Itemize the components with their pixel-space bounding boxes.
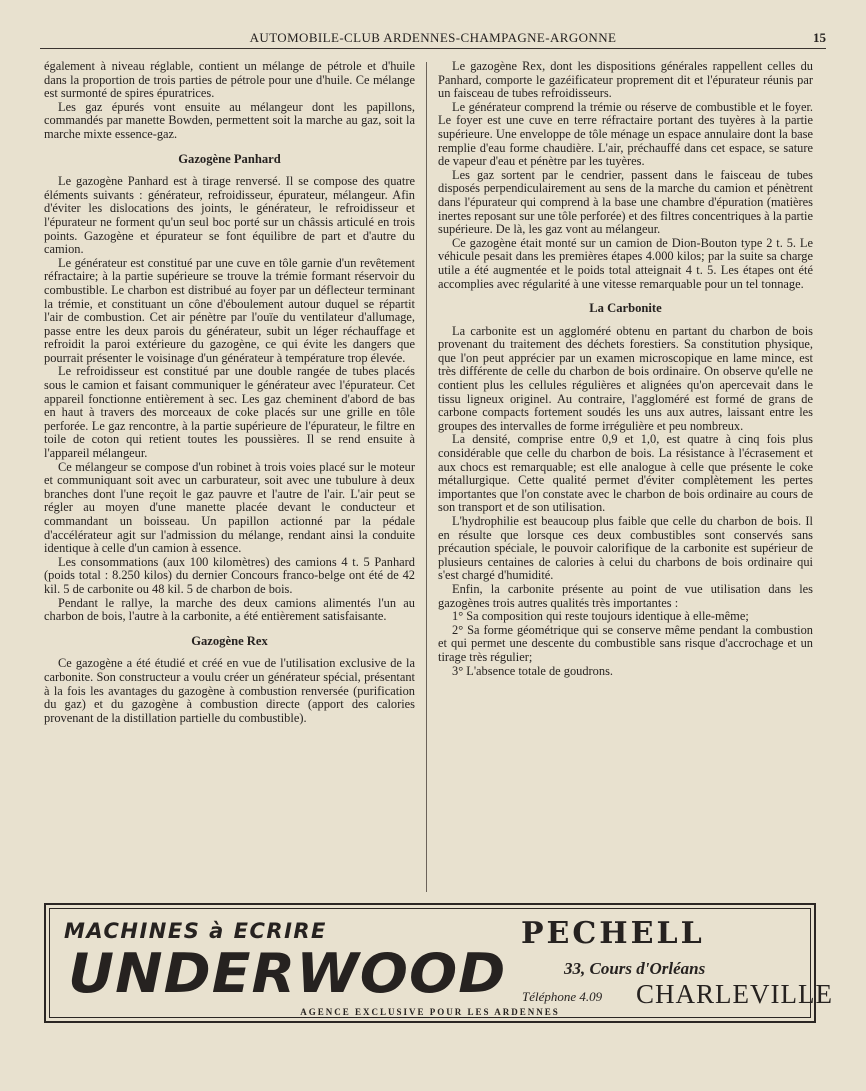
- paragraph: Le refroidisseur est constitué par une double rangée de tubes placés sous le camion et faisant communiquer le générateur avec l'épurateur. Cet appareil fonctionne entièrement à sec. Les gaz cheminent d'abord de bas en haut à travers des morceaux de coke placés sur une grille en tôle perforée. Le gaz rencontre, à la partie supérieure de l'épurateur, le filtre en toile de coton qui retient toutes les poussières. Il se rend ensuite à l'appareil mélangeur.: [44, 364, 415, 461]
- right-column: [438, 60, 813, 895]
- column-divider: [426, 62, 427, 892]
- paragraph: Ce gazogène a été étudié et créé en vue de l'utilisation exclusive de la carbonite. Son constructeur a voulu créer un générateur spécial, présentant à la fois les avantages du gazogène à combustion renversée (purification du gaz) et du gazogène à combustion directe (apport des calories provenant de la distillation partielle du combustible).: [44, 656, 415, 725]
- paragraph: Le générateur comprend la trémie ou réserve de combustible et le foyer. Le foyer est une cuve en terre réfractaire portant des tuyères à la partie supérieure. Une enveloppe de tôle ménage un espace annulaire dont la base remplie d'eau forme chaudière. L'air, préchauffé dans cet espace, se sature de vapeur d'eau et pénètre par les tuyères.: [438, 99, 813, 169]
- advertisement-box: [44, 903, 833, 1023]
- paragraph: Ce gazogène était monté sur un camion de Dion-Bouton type 2 t. 5. Le véhicule pesait dans les premières étapes 4.000 kilos; par la suite sa charge utile a été augmentée et le poids total atteignait 4 t. 5. Les étapes ont été accomplies avec régularité à une vitesse remarquable pour un tel tonnage.: [438, 235, 813, 291]
- list-item: 3° L'absence totale de goudrons.: [452, 663, 613, 678]
- ad-brand: UNDERWOOD: [68, 942, 507, 1005]
- section-heading-rex: Gazogène Rex: [191, 633, 268, 648]
- paragraph: également à niveau réglable, contient un mélange de pétrole et d'huile dans la proportion de trois parties de pétrole pour une d'huile. Ce mélange est surmonté de spires épuratrices.: [44, 60, 415, 101]
- ad-agency: AGENCE EXCLUSIVE POUR LES ARDENNES: [300, 1007, 560, 1017]
- paragraph: La densité, comprise entre 0,9 et 1,0, est quatre à cinq fois plus considérable que celle du charbon de bois. La résistance à l'écrasement et aux chocs est remarquable; est elle analogue à celle que présente le coke métallurgique. Cette qualité permet d'éviter complètement les pertes importantes que l'on constate avec le charbon de bois ordinaire au cours de son transport et de son utilisation.: [438, 432, 813, 515]
- paragraph: Les consommations (aux 100 kilomètres) des camions 4 t. 5 Panhard (poids total : 8.250 kilos) du dernier Concours franco-belge ont été de 42 kil. 5 de carbonite ou 48 kil. 5 de charbon de bois.: [44, 554, 415, 596]
- section-heading-panhard: Gazogène Panhard: [178, 151, 281, 166]
- ad-phone: Téléphone 4.09: [522, 989, 603, 1004]
- ad-dealer: PECHELL: [521, 916, 705, 951]
- list-item: 1° Sa composition qui reste toujours identique à elle-même;: [452, 609, 749, 624]
- list-item: 2° Sa forme géométrique qui se conserve même pendant la combustion et qui permet une descente du combustible sans risque d'accrochage et un tirage très régulier;: [438, 622, 813, 664]
- paragraph: Les gaz épurés vont ensuite au mélangeur dont les papillons, commandés par manette Bowden, permettent soit la marche au gaz, soit la marche mixte essence-gaz.: [44, 99, 415, 141]
- ad-product-line: MACHINES à ECRIRE: [64, 919, 327, 943]
- paragraph: L'hydrophilie est beaucoup plus faible que celle du charbon de bois. Il en résulte que lorsque ces deux combustibles sont conservés sans précaution spéciale, le pouvoir calorifique de la carbonite est supérieur de plusieurs centaines de calories à celui du charbons de bois ordinaire qui s'est chargé d'humidité.: [438, 514, 813, 583]
- paragraph: Pendant le rallye, la marche des deux camions alimentés l'un au charbon de bois, l'autre à la carbonite, a été entièrement satisfaisante.: [44, 595, 415, 624]
- qualities-list: [438, 610, 813, 678]
- paragraph: Le générateur est constitué par une cuve en tôle garnie d'un revêtement réfractaire; à la partie supérieure se trouve la trémie formant réservoir du combustible. Le charbon est distribué au foyer par un déflecteur terminant la trémie, et constituant un cône d'éboulement autour duquel se répartit l'air de combustion. Cet air pénètre par l'ouïe du ventilateur d'allumage, passe entre les deux parois du générateur, subit un léger réchauffage et refroidit la paroi extérieure du gazogène, ce qui évite les dangers que pourrait présenter le voisinage d'un générateur à température trop élevée.: [44, 255, 415, 365]
- ad-city: CHARLEVILLE: [636, 979, 833, 1009]
- running-header: [40, 30, 826, 49]
- journal-title: AUTOMOBILE-CLUB ARDENNES-CHAMPAGNE-ARGONNE: [249, 30, 617, 45]
- left-column: [44, 60, 415, 895]
- section-heading-carbonite: La Carbonite: [589, 301, 662, 316]
- paragraph: Le gazogène Rex, dont les dispositions générales rappellent celles du Panhard, comporte le gazéificateur proprement dit et l'épurateur réunis par un faisceau de tubes refroidisseurs.: [438, 60, 813, 101]
- paragraph: Ce mélangeur se compose d'un robinet à trois voies placé sur le moteur et communiquant soit avec un carburateur, soit avec une tubulure à deux branches dont l'une reçoit le gaz pauvre et l'autre de l'air. L'air peut se régler au moyen d'une manette placée devant le conducteur et commandant un boisseau. Un papillon actionné par la pédale d'accélérateur agit sur l'admission du mélange, rendant ainsi la conduite identique à celle d'un camion à essence.: [44, 459, 415, 556]
- paragraph: Les gaz sortent par le cendrier, passent dans le faisceau de tubes disposés perpendiculairement au sens de la marche du camion et pénètrent dans l'épurateur qui comprend à la base une chambre d'épuration (matières inertes reposant sur une tôle perforée) et des filtres concentriques à la partie supérieure. De là, les gaz vont au mélangeur.: [438, 167, 813, 237]
- page-number: 15: [813, 30, 826, 45]
- paragraph: La carbonite est un aggloméré obtenu en partant du charbon de bois provenant du traitement des déchets forestiers. Sa constitution physique, que l'on peut apprécier par un examen microscopique en lame mince, est très différente de celle du charbon de bois ordinaire. On observe qu'elle ne contient plus les cellules régulières et alignées qu'on apercevait dans le tissu ligneux originel. Au contraire, l'aggloméré est formé de grans de carbone compacts fortement soudés les uns aux autres, laissant entre les groupes des intervalles de forme irrégulière et peu nombreux.: [438, 323, 813, 433]
- ad-address: 33, Cours d'Orléans: [564, 959, 706, 978]
- paragraph: Le gazogène Panhard est à tirage renversé. Il se compose des quatre éléments suivants : générateur, refroidisseur, épurateur, mélangeur. Afin d'éviter les dislocations des joints, le générateur, le refroidisseur et l'épurateur ne forment qu'un seul boc porté sur un châssis articulé en trois points. Gazogène et épurateur se font équilibre de part et d'autre du camion.: [44, 174, 415, 257]
- paragraph: Enfin, la carbonite présente au point de vue utilisation dans les gazogènes trois autres qualités très importantes :: [438, 581, 813, 610]
